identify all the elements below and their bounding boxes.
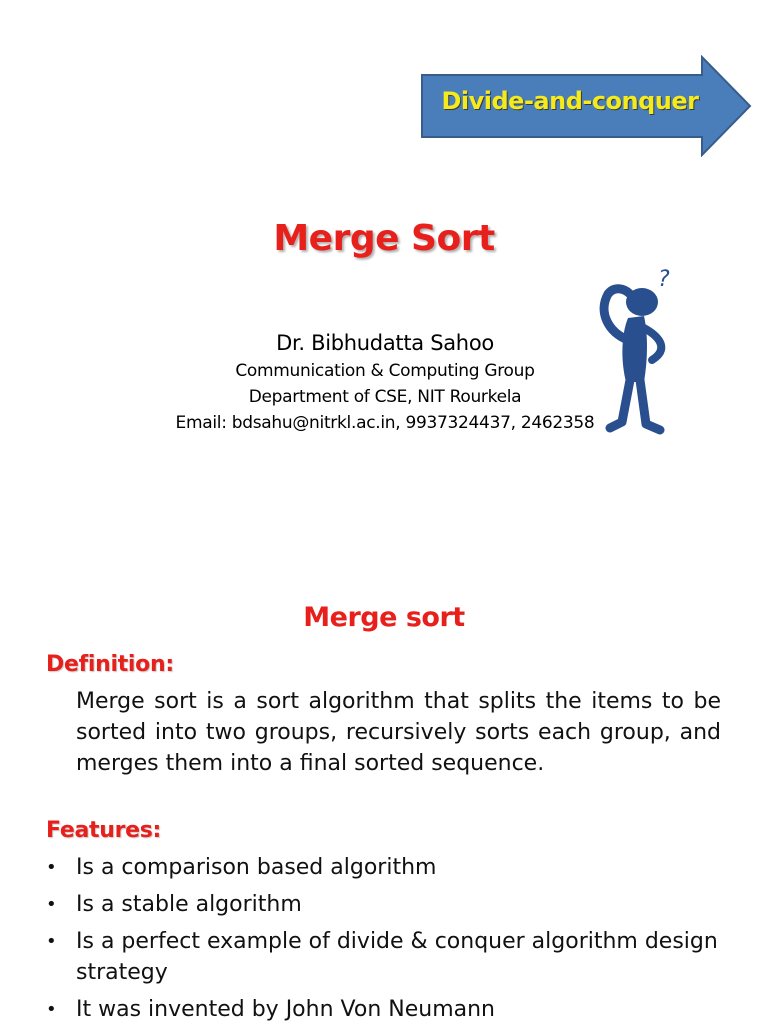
features-heading: Features:	[46, 818, 162, 843]
bullet: •	[46, 894, 57, 915]
section-title: Merge sort	[303, 602, 465, 633]
definition-heading: Definition:	[46, 652, 174, 677]
feature-text: Is a stable algorithm	[76, 892, 302, 917]
question-mark: ?	[658, 267, 670, 292]
divide-and-conquer-banner	[420, 55, 752, 157]
author-group: Communication & Computing Group	[235, 361, 535, 381]
feature-text: Is a comparison based algorithm	[76, 855, 437, 880]
bullet: •	[46, 999, 57, 1020]
author-contact: Email: bdsahu@nitrkl.ac.in, 9937324437, 2462358	[175, 413, 595, 433]
bullet: •	[46, 931, 57, 952]
list-item	[46, 994, 746, 1025]
definition-slide	[0, 512, 768, 1024]
author-name: Dr. Bibhudatta Sahoo	[276, 331, 494, 355]
bullet: •	[46, 857, 57, 878]
feature-text: Is a perfect example of divide & conquer algorithm design strategy	[76, 929, 718, 985]
banner-label: Divide-and-conquer	[441, 87, 699, 115]
feature-text: It was invented by John Von Neumann	[76, 997, 495, 1022]
list-item	[46, 889, 746, 920]
author-department: Department of CSE, NIT Rourkela	[248, 387, 522, 407]
page-title: Merge Sort	[273, 218, 495, 259]
list-item	[46, 926, 746, 988]
list-item	[46, 852, 746, 883]
features-list	[46, 852, 746, 1031]
title-slide	[0, 0, 768, 512]
thinking-figure-icon	[588, 262, 688, 442]
definition-text: Merge sort is a sort algorithm that splits the items to be sorted into two groups, recursively sorts each group, and merges them into a final sorted sequence.	[76, 689, 721, 776]
